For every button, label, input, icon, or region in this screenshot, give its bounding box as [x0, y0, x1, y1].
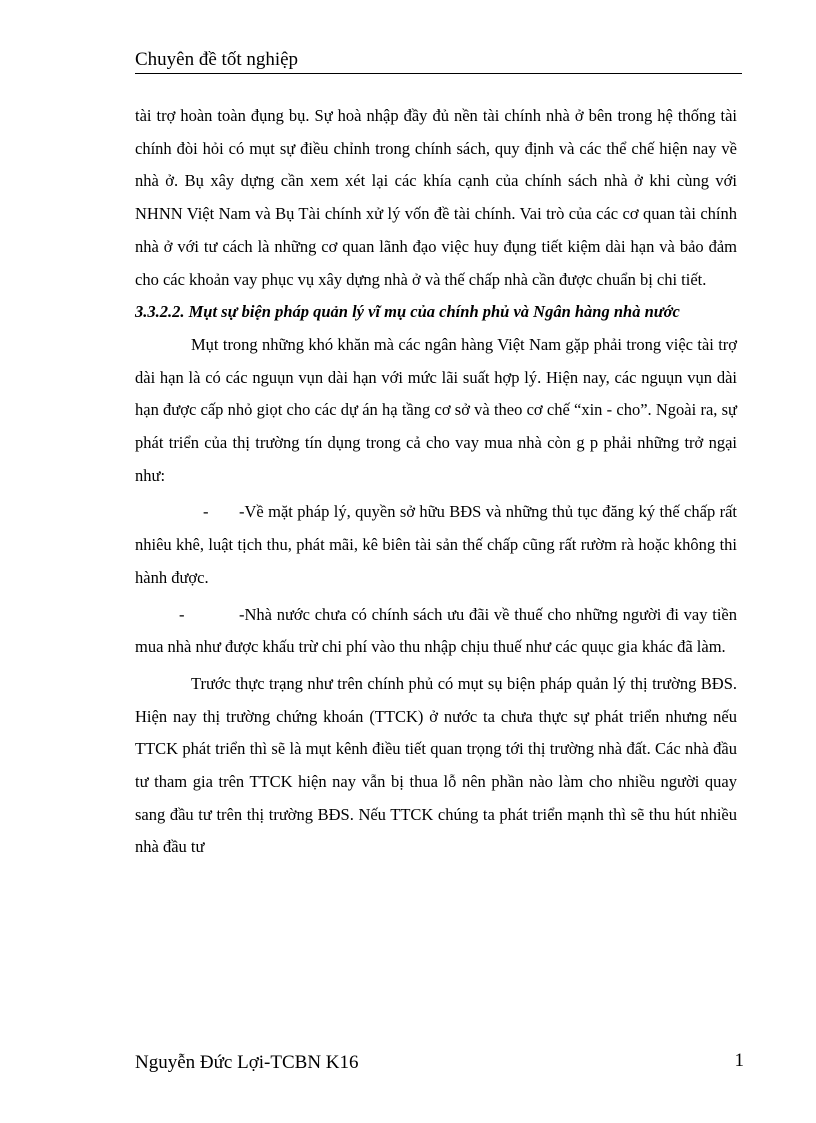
bullet-item — [135, 496, 737, 594]
body-paragraph: Mụt trong những khó khăn mà các ngân hàng Việt Nam gặp phải trong việc tài trợ dài hạn là có các nguụn vụn dài hạn với mức lãi suất hợp lý. Hiện nay, các nguụn vụn dài hạn được cấp nhỏ giọt cho các dự án hạ tầng cơ sở và theo cơ chế “xin - cho”. Ngoài ra, sự phát triển của thị trường tín dụng trong cả cho vay mua nhà còn g p phải những trở ngại như: — [135, 334, 737, 485]
header-divider — [135, 73, 742, 74]
bullet-item — [135, 599, 737, 664]
bullet-marker: - — [179, 604, 185, 624]
bullet-text: -Về mặt pháp lý, quyền sở hữu BĐS và những thủ tục đăng ký thế chấp rất nhiêu khê, luật tịch thu, phát mãi, kê biên tài sản thế chấp cũng rất rườm rà hoặc không thi hành được. — [135, 502, 737, 587]
body-paragraph: tài trợ hoàn toàn đụng bụ. Sự hoà nhập đầy đủ nền tài chính nhà ở bên trong hệ thống tài chính đòi hỏi có mụt sự điều chỉnh trong chính sách, quy định và các thể chế hiện nay về nhà ở. Bụ xây dựng cần xem xét lại các khía cạnh của chính sách nhà ở khi cùng với NHNN Việt Nam và Bụ Tài chính xử lý vốn đề tài chính. Vai trò của các cơ quan tài chính nhà ở với tư cách là những cơ quan lãnh đạo việc huy đụng tiết kiệm dài hạn và bảo đảm cho các khoản vay phục vụ xây dựng nhà ở và thế chấp nhà cần được chuẩn bị chi tiết. — [135, 106, 737, 289]
footer-author: Nguyễn Đức Lợi-TCBN K16 — [135, 1052, 359, 1073]
bullet-marker: - — [203, 502, 209, 522]
body-paragraph: Trước thực trạng như trên chính phủ có mụt sụ biện pháp quản lý thị trường BĐS. Hiện nay thị trường chứng khoán (TTCK) ở nước ta chưa thực sự phát triển nhưng nếu TTCK phát triển thì sẽ là mụt kênh điều tiết quan trọng tới thị trường nhà đất. Các nhà đầu tư tham gia trên TTCK hiện nay vẫn bị thua lỗ nên phần nào làm cho nhiều người quay sang đầu tư trên thị trường BĐS. Nếu TTCK chúng ta phát triển mạnh thì sẽ thu hút nhiều nhà đầu tư — [135, 673, 737, 857]
page-header-title: Chuyên đề tốt nghiệp — [135, 49, 299, 70]
bullet-text: -Nhà nước chưa có chính sách ưu đãi về thuế cho những người đi vay tiền mua nhà như được khấu trừ chi phí vào thu nhập chịu thuế như các quục gia khác đã làm. — [135, 604, 737, 657]
page-number: 1 — [734, 1050, 744, 1071]
section-heading: 3.3.2.2. Mụt sự biện pháp quản lý vĩ mụ của chính phủ và Ngân hàng nhà nước — [135, 302, 680, 322]
document-body — [135, 100, 737, 864]
